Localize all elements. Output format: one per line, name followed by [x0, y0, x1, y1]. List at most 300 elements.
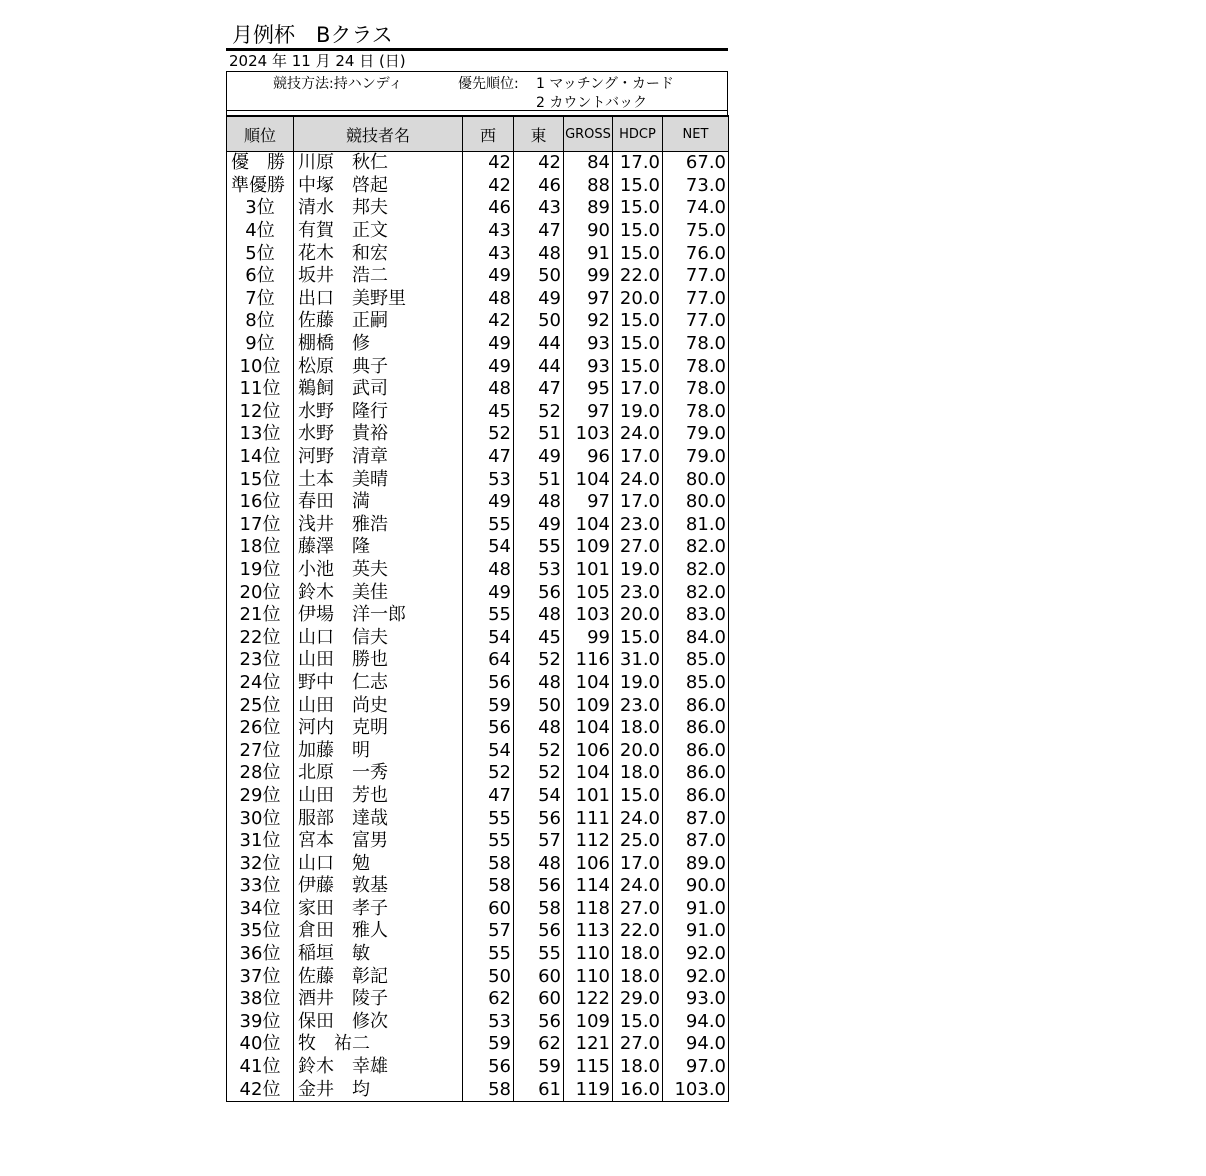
- west-score-cell: 55: [463, 943, 514, 966]
- hdcp-cell: 27.0: [613, 1033, 663, 1056]
- rank-cell: 19位: [227, 559, 294, 582]
- table-row: [227, 468, 729, 491]
- east-score-cell: 52: [514, 649, 564, 672]
- gross-cell: 88: [564, 175, 613, 198]
- west-score-cell: 52: [463, 762, 514, 785]
- hdcp-cell: 27.0: [613, 536, 663, 559]
- table-row: [227, 920, 729, 943]
- rank-cell: 13位: [227, 423, 294, 446]
- rank-cell: 28位: [227, 762, 294, 785]
- header-east: 東: [514, 116, 564, 152]
- name-cell: 中塚 啓起: [294, 175, 463, 198]
- gross-cell: 97: [564, 288, 613, 311]
- rank-cell: 11位: [227, 378, 294, 401]
- table-row: [227, 807, 729, 830]
- rank-cell: 26位: [227, 717, 294, 740]
- gross-cell: 118: [564, 898, 613, 921]
- name-cell: 藤澤 隆: [294, 536, 463, 559]
- rank-cell: 25位: [227, 694, 294, 717]
- west-score-cell: 56: [463, 1056, 514, 1079]
- name-cell: 春田 満: [294, 491, 463, 514]
- net-cell: 67.0: [663, 152, 729, 175]
- gross-cell: 90: [564, 220, 613, 243]
- name-cell: 花木 和宏: [294, 242, 463, 265]
- table-row: [227, 762, 729, 785]
- east-score-cell: 48: [514, 491, 564, 514]
- east-score-cell: 43: [514, 197, 564, 220]
- net-cell: 103.0: [663, 1078, 729, 1101]
- east-score-cell: 48: [514, 672, 564, 695]
- net-cell: 78.0: [663, 333, 729, 356]
- east-score-cell: 62: [514, 1033, 564, 1056]
- west-score-cell: 49: [463, 355, 514, 378]
- net-cell: 77.0: [663, 288, 729, 311]
- name-cell: 倉田 雅人: [294, 920, 463, 943]
- hdcp-cell: 15.0: [613, 626, 663, 649]
- west-score-cell: 42: [463, 175, 514, 198]
- name-cell: 服部 達哉: [294, 807, 463, 830]
- gross-cell: 115: [564, 1056, 613, 1079]
- header-gross: GROSS: [564, 116, 613, 152]
- east-score-cell: 44: [514, 333, 564, 356]
- table-row: [227, 943, 729, 966]
- table-row: [227, 1033, 729, 1056]
- net-cell: 90.0: [663, 875, 729, 898]
- net-cell: 78.0: [663, 378, 729, 401]
- rank-cell: 優 勝: [227, 152, 294, 175]
- east-score-cell: 52: [514, 739, 564, 762]
- table-row: [227, 491, 729, 514]
- table-row: [227, 220, 729, 243]
- rank-cell: 5位: [227, 242, 294, 265]
- page-title: 月例杯 Bクラス: [232, 23, 393, 47]
- table-row: [227, 536, 729, 559]
- west-score-cell: 55: [463, 830, 514, 853]
- west-score-cell: 49: [463, 491, 514, 514]
- rank-cell: 6位: [227, 265, 294, 288]
- west-score-cell: 45: [463, 401, 514, 424]
- east-score-cell: 61: [514, 1078, 564, 1101]
- rank-cell: 16位: [227, 491, 294, 514]
- name-cell: 山口 勉: [294, 852, 463, 875]
- east-score-cell: 53: [514, 559, 564, 582]
- west-score-cell: 60: [463, 898, 514, 921]
- name-cell: 水野 貴裕: [294, 423, 463, 446]
- west-score-cell: 62: [463, 988, 514, 1011]
- net-cell: 97.0: [663, 1056, 729, 1079]
- results-table: [226, 115, 729, 1102]
- net-cell: 80.0: [663, 491, 729, 514]
- gross-cell: 109: [564, 1011, 613, 1034]
- net-cell: 78.0: [663, 401, 729, 424]
- hdcp-cell: 17.0: [613, 852, 663, 875]
- net-cell: 85.0: [663, 649, 729, 672]
- west-score-cell: 55: [463, 807, 514, 830]
- net-cell: 87.0: [663, 807, 729, 830]
- name-cell: 佐藤 彰記: [294, 965, 463, 988]
- east-score-cell: 56: [514, 807, 564, 830]
- west-score-cell: 46: [463, 197, 514, 220]
- hdcp-cell: 24.0: [613, 468, 663, 491]
- rank-cell: 17位: [227, 514, 294, 537]
- name-cell: 松原 典子: [294, 355, 463, 378]
- table-row: [227, 626, 729, 649]
- gross-cell: 97: [564, 491, 613, 514]
- west-score-cell: 50: [463, 965, 514, 988]
- east-score-cell: 51: [514, 468, 564, 491]
- hdcp-cell: 23.0: [613, 581, 663, 604]
- table-row: [227, 604, 729, 627]
- hdcp-cell: 17.0: [613, 446, 663, 469]
- hdcp-cell: 19.0: [613, 672, 663, 695]
- name-cell: 家田 孝子: [294, 898, 463, 921]
- west-score-cell: 48: [463, 378, 514, 401]
- header-row: [227, 116, 729, 152]
- name-cell: 山口 信夫: [294, 626, 463, 649]
- net-cell: 74.0: [663, 197, 729, 220]
- table-row: [227, 401, 729, 424]
- name-cell: 坂井 浩二: [294, 265, 463, 288]
- east-score-cell: 58: [514, 898, 564, 921]
- net-cell: 81.0: [663, 514, 729, 537]
- name-cell: 川原 秋仁: [294, 152, 463, 175]
- name-cell: 有賀 正文: [294, 220, 463, 243]
- west-score-cell: 55: [463, 604, 514, 627]
- east-score-cell: 55: [514, 943, 564, 966]
- rank-cell: 33位: [227, 875, 294, 898]
- east-score-cell: 49: [514, 514, 564, 537]
- name-cell: 清水 邦夫: [294, 197, 463, 220]
- table-row: [227, 152, 729, 175]
- gross-cell: 116: [564, 649, 613, 672]
- net-cell: 86.0: [663, 785, 729, 808]
- gross-cell: 121: [564, 1033, 613, 1056]
- results-sheet: [226, 22, 728, 1102]
- east-score-cell: 44: [514, 355, 564, 378]
- table-row: [227, 1056, 729, 1079]
- table-row: [227, 898, 729, 921]
- rank-cell: 32位: [227, 852, 294, 875]
- hdcp-cell: 15.0: [613, 242, 663, 265]
- west-score-cell: 55: [463, 514, 514, 537]
- hdcp-cell: 29.0: [613, 988, 663, 1011]
- rank-cell: 10位: [227, 355, 294, 378]
- east-score-cell: 45: [514, 626, 564, 649]
- name-cell: 山田 尚史: [294, 694, 463, 717]
- name-cell: 加藤 明: [294, 739, 463, 762]
- priority-label: 優先順位:: [458, 76, 519, 92]
- hdcp-cell: 24.0: [613, 875, 663, 898]
- table-row: [227, 739, 729, 762]
- east-score-cell: 48: [514, 604, 564, 627]
- gross-cell: 111: [564, 807, 613, 830]
- hdcp-cell: 18.0: [613, 762, 663, 785]
- net-cell: 75.0: [663, 220, 729, 243]
- name-cell: 鵜飼 武司: [294, 378, 463, 401]
- hdcp-cell: 15.0: [613, 355, 663, 378]
- name-cell: 保田 修次: [294, 1011, 463, 1034]
- hdcp-cell: 15.0: [613, 333, 663, 356]
- rank-cell: 38位: [227, 988, 294, 1011]
- table-row: [227, 1078, 729, 1101]
- table-row: [227, 175, 729, 198]
- net-cell: 82.0: [663, 536, 729, 559]
- gross-cell: 105: [564, 581, 613, 604]
- rank-cell: 42位: [227, 1078, 294, 1101]
- gross-cell: 110: [564, 943, 613, 966]
- west-score-cell: 43: [463, 242, 514, 265]
- name-cell: 北原 一秀: [294, 762, 463, 785]
- gross-cell: 91: [564, 242, 613, 265]
- net-cell: 83.0: [663, 604, 729, 627]
- table-row: [227, 649, 729, 672]
- west-score-cell: 48: [463, 288, 514, 311]
- rank-cell: 34位: [227, 898, 294, 921]
- name-cell: 水野 隆行: [294, 401, 463, 424]
- hdcp-cell: 23.0: [613, 514, 663, 537]
- net-cell: 77.0: [663, 265, 729, 288]
- west-score-cell: 56: [463, 717, 514, 740]
- east-score-cell: 50: [514, 694, 564, 717]
- rank-cell: 39位: [227, 1011, 294, 1034]
- name-cell: 土本 美晴: [294, 468, 463, 491]
- net-cell: 73.0: [663, 175, 729, 198]
- gross-cell: 96: [564, 446, 613, 469]
- name-cell: 野中 仁志: [294, 672, 463, 695]
- gross-cell: 114: [564, 875, 613, 898]
- west-score-cell: 58: [463, 852, 514, 875]
- net-cell: 86.0: [663, 762, 729, 785]
- rank-cell: 9位: [227, 333, 294, 356]
- rank-cell: 40位: [227, 1033, 294, 1056]
- east-score-cell: 51: [514, 423, 564, 446]
- east-score-cell: 50: [514, 310, 564, 333]
- hdcp-cell: 17.0: [613, 152, 663, 175]
- hdcp-cell: 31.0: [613, 649, 663, 672]
- hdcp-cell: 16.0: [613, 1078, 663, 1101]
- gross-cell: 84: [564, 152, 613, 175]
- hdcp-cell: 25.0: [613, 830, 663, 853]
- west-score-cell: 49: [463, 265, 514, 288]
- net-cell: 89.0: [663, 852, 729, 875]
- net-cell: 85.0: [663, 672, 729, 695]
- gross-cell: 110: [564, 965, 613, 988]
- table-row: [227, 197, 729, 220]
- net-cell: 79.0: [663, 446, 729, 469]
- east-score-cell: 55: [514, 536, 564, 559]
- rank-cell: 30位: [227, 807, 294, 830]
- west-score-cell: 58: [463, 1078, 514, 1101]
- rank-cell: 3位: [227, 197, 294, 220]
- rank-cell: 31位: [227, 830, 294, 853]
- gross-cell: 104: [564, 672, 613, 695]
- west-score-cell: 56: [463, 672, 514, 695]
- gross-cell: 104: [564, 717, 613, 740]
- event-date: 2024 年 11 月 24 日 (日): [229, 52, 406, 70]
- west-score-cell: 47: [463, 785, 514, 808]
- hdcp-cell: 15.0: [613, 197, 663, 220]
- net-cell: 94.0: [663, 1033, 729, 1056]
- net-cell: 76.0: [663, 242, 729, 265]
- name-cell: 棚橋 修: [294, 333, 463, 356]
- method-label: 競技方法:持ハンディ: [273, 76, 403, 92]
- name-cell: 山田 勝也: [294, 649, 463, 672]
- name-cell: 金井 均: [294, 1078, 463, 1101]
- gross-cell: 104: [564, 514, 613, 537]
- hdcp-cell: 24.0: [613, 423, 663, 446]
- gross-cell: 93: [564, 333, 613, 356]
- rank-cell: 24位: [227, 672, 294, 695]
- gross-cell: 93: [564, 355, 613, 378]
- name-cell: 伊藤 敦基: [294, 875, 463, 898]
- table-row: [227, 242, 729, 265]
- net-cell: 92.0: [663, 965, 729, 988]
- rank-cell: 18位: [227, 536, 294, 559]
- net-cell: 86.0: [663, 694, 729, 717]
- gross-cell: 122: [564, 988, 613, 1011]
- hdcp-cell: 18.0: [613, 943, 663, 966]
- hdcp-cell: 24.0: [613, 807, 663, 830]
- west-score-cell: 52: [463, 423, 514, 446]
- gross-cell: 101: [564, 785, 613, 808]
- west-score-cell: 48: [463, 559, 514, 582]
- gross-cell: 106: [564, 852, 613, 875]
- name-cell: 河野 清章: [294, 446, 463, 469]
- gross-cell: 103: [564, 604, 613, 627]
- table-row: [227, 581, 729, 604]
- name-cell: 佐藤 正嗣: [294, 310, 463, 333]
- name-cell: 鈴木 幸雄: [294, 1056, 463, 1079]
- net-cell: 86.0: [663, 717, 729, 740]
- west-score-cell: 57: [463, 920, 514, 943]
- table-row: [227, 694, 729, 717]
- rank-cell: 15位: [227, 468, 294, 491]
- table-row: [227, 514, 729, 537]
- table-row: [227, 446, 729, 469]
- net-cell: 79.0: [663, 423, 729, 446]
- east-score-cell: 56: [514, 1011, 564, 1034]
- hdcp-cell: 15.0: [613, 220, 663, 243]
- hdcp-cell: 19.0: [613, 559, 663, 582]
- rank-cell: 37位: [227, 965, 294, 988]
- west-score-cell: 54: [463, 626, 514, 649]
- table-row: [227, 1011, 729, 1034]
- table-row: [227, 423, 729, 446]
- hdcp-cell: 15.0: [613, 310, 663, 333]
- hdcp-cell: 22.0: [613, 265, 663, 288]
- west-score-cell: 47: [463, 446, 514, 469]
- name-cell: 宮本 富男: [294, 830, 463, 853]
- hdcp-cell: 19.0: [613, 401, 663, 424]
- east-score-cell: 60: [514, 988, 564, 1011]
- gross-cell: 119: [564, 1078, 613, 1101]
- west-score-cell: 49: [463, 581, 514, 604]
- hdcp-cell: 17.0: [613, 378, 663, 401]
- gross-cell: 112: [564, 830, 613, 853]
- name-cell: 出口 美野里: [294, 288, 463, 311]
- priority-1: 1 マッチング・カード: [536, 76, 674, 92]
- rank-cell: 41位: [227, 1056, 294, 1079]
- west-score-cell: 43: [463, 220, 514, 243]
- gross-cell: 104: [564, 762, 613, 785]
- name-cell: 鈴木 美佳: [294, 581, 463, 604]
- net-cell: 86.0: [663, 739, 729, 762]
- header-net: NET: [663, 116, 729, 152]
- gross-cell: 101: [564, 559, 613, 582]
- header-name: 競技者名: [294, 116, 463, 152]
- east-score-cell: 59: [514, 1056, 564, 1079]
- hdcp-cell: 15.0: [613, 785, 663, 808]
- rank-cell: 4位: [227, 220, 294, 243]
- west-score-cell: 54: [463, 536, 514, 559]
- east-score-cell: 49: [514, 288, 564, 311]
- rank-cell: 27位: [227, 739, 294, 762]
- rank-cell: 22位: [227, 626, 294, 649]
- west-score-cell: 64: [463, 649, 514, 672]
- hdcp-cell: 18.0: [613, 965, 663, 988]
- rank-cell: 12位: [227, 401, 294, 424]
- east-score-cell: 47: [514, 220, 564, 243]
- west-score-cell: 53: [463, 468, 514, 491]
- east-score-cell: 57: [514, 830, 564, 853]
- net-cell: 94.0: [663, 1011, 729, 1034]
- net-cell: 82.0: [663, 559, 729, 582]
- table-row: [227, 830, 729, 853]
- name-cell: 山田 芳也: [294, 785, 463, 808]
- hdcp-cell: 20.0: [613, 739, 663, 762]
- table-row: [227, 852, 729, 875]
- net-cell: 77.0: [663, 310, 729, 333]
- hdcp-cell: 20.0: [613, 288, 663, 311]
- hdcp-cell: 18.0: [613, 1056, 663, 1079]
- hdcp-cell: 23.0: [613, 694, 663, 717]
- table-row: [227, 875, 729, 898]
- table-row: [227, 988, 729, 1011]
- east-score-cell: 49: [514, 446, 564, 469]
- net-cell: 93.0: [663, 988, 729, 1011]
- net-cell: 91.0: [663, 920, 729, 943]
- net-cell: 84.0: [663, 626, 729, 649]
- net-cell: 87.0: [663, 830, 729, 853]
- hdcp-cell: 20.0: [613, 604, 663, 627]
- net-cell: 78.0: [663, 355, 729, 378]
- west-score-cell: 42: [463, 310, 514, 333]
- name-cell: 河内 克明: [294, 717, 463, 740]
- west-score-cell: 53: [463, 1011, 514, 1034]
- net-cell: 82.0: [663, 581, 729, 604]
- header-rank: 順位: [227, 116, 294, 152]
- hdcp-cell: 18.0: [613, 717, 663, 740]
- name-cell: 酒井 陵子: [294, 988, 463, 1011]
- rank-cell: 23位: [227, 649, 294, 672]
- header-west: 西: [463, 116, 514, 152]
- east-score-cell: 42: [514, 152, 564, 175]
- east-score-cell: 60: [514, 965, 564, 988]
- name-cell: 稲垣 敏: [294, 943, 463, 966]
- gross-cell: 97: [564, 401, 613, 424]
- west-score-cell: 58: [463, 875, 514, 898]
- name-cell: 小池 英夫: [294, 559, 463, 582]
- rank-cell: 8位: [227, 310, 294, 333]
- gross-cell: 109: [564, 536, 613, 559]
- gross-cell: 89: [564, 197, 613, 220]
- table-row: [227, 672, 729, 695]
- gross-cell: 95: [564, 378, 613, 401]
- name-cell: 浅井 雅浩: [294, 514, 463, 537]
- rank-cell: 準優勝: [227, 175, 294, 198]
- east-score-cell: 56: [514, 920, 564, 943]
- hdcp-cell: 17.0: [613, 491, 663, 514]
